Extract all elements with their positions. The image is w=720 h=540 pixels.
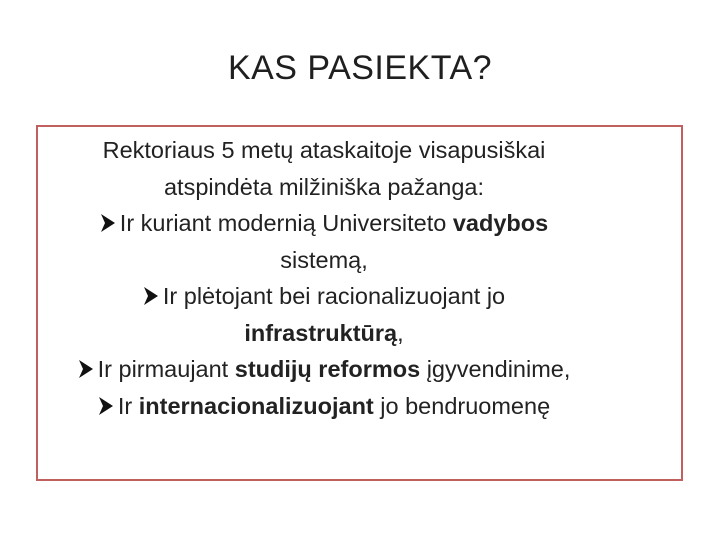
arrow-bullet-icon [78,351,98,388]
arrow-bullet-icon [100,205,120,242]
bullet-item-studies [0,351,684,388]
bullet-item-management-cont: sistemą, [280,246,368,273]
arrow-bullet-icon [143,278,163,315]
bullet-item-infrastructure [0,278,684,315]
bullet-text-bold: vadybos [452,210,549,236]
bullet-text-bold: infrastruktūrą [244,319,398,346]
bullet-text-pre: Ir plėtojant bei racionalizuojant jo [162,283,506,309]
bullet-item-infrastructure-cont [0,315,684,352]
bullet-text-post: įgyvendinime, [420,356,571,382]
bullet-text-bold: studijų reformos [234,356,421,382]
bullet-text-bold: internacionalizuojant [138,392,374,419]
arrow-bullet-icon [98,388,118,425]
intro-line-1: Rektoriaus 5 metų ataskaitoje visapusiškai [102,137,546,163]
bullet-text-post: , [397,319,404,346]
bullet-text-post: jo bendruomenę [373,392,551,419]
bullet-text-pre: Ir [117,392,139,419]
slide-body [0,132,684,424]
slide-title: KAS PASIEKTA? [227,49,493,87]
bullet-item-management [0,205,684,242]
bullet-item-internationalization [0,388,684,425]
bullet-text-pre: Ir kuriant modernią Universiteto [119,210,453,236]
bullet-text-pre: Ir pirmaujant [97,356,235,382]
intro-line-2: atspindėta milžiniška pažanga: [163,173,485,200]
